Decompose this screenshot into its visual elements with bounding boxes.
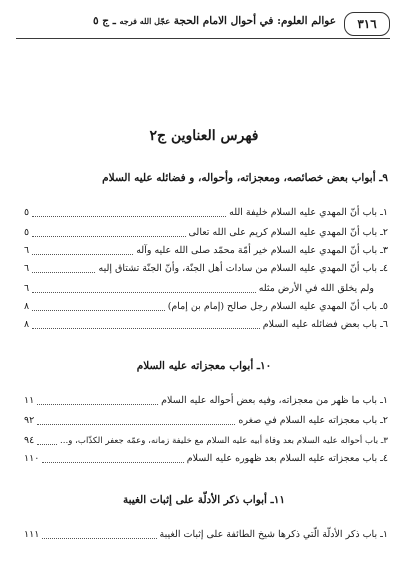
dot-leader — [42, 537, 156, 539]
dot-leader — [32, 235, 185, 237]
toc-entry-page: ٨ — [24, 319, 30, 330]
page-title: فهرس العناوين ج٢ — [149, 128, 259, 144]
toc-entry-page: ٩٢ — [24, 415, 35, 426]
page-number: ٣١٦ — [357, 17, 377, 31]
header-volume: ـ ج ٥ — [93, 15, 116, 27]
toc-entry-page: ٦ — [24, 283, 30, 294]
toc-entry-text: ١ـ باب ذكر الأدلّة الّتي ذكرها شيخ الطائفة على إثبات الغيبة — [159, 529, 388, 540]
toc-entry-page: ٦ — [24, 245, 30, 256]
toc-entry-text: ٢ـ باب معجزاته عليه السلام في صغره — [238, 415, 388, 426]
toc-entry[interactable] — [24, 434, 388, 448]
section-heading-10: ١٠ـ أبواب معجزاته عليه السلام — [136, 360, 272, 372]
toc-entry-text: ١ـ باب ما ظهر من معجزاته، وفيه بعض أحواله عليه السلام — [161, 395, 388, 406]
toc-entry[interactable] — [24, 226, 388, 240]
toc-entry-page: ٩٤ — [24, 435, 35, 446]
toc-entry-text: ٥ـ باب أنّ المهدي عليه السلام رجل صالح (إمام بن إمام) — [167, 301, 388, 312]
dot-leader — [32, 309, 165, 311]
header-book-title: عوالم العلوم: في أحوال الامام الحجة — [173, 15, 336, 27]
toc-entry-text: ولم يخلق الله في الأرض مثله — [258, 283, 374, 294]
toc-entry[interactable] — [24, 452, 388, 466]
toc-entry-page: ٦ — [24, 263, 30, 274]
toc-entry-page: ٨ — [24, 301, 30, 312]
toc-entry-text: ٣ـ باب أحواله عليه السلام بعد وفاة أبيه عليه السلام مع خليفة زمانه، وعمّه جعفر الكذّاب، و... — [60, 436, 388, 446]
dot-leader — [32, 215, 226, 217]
dot-leader — [37, 423, 235, 425]
toc-entry-text: ١ـ باب أنّ المهدي عليه السلام خليفة الله — [229, 207, 388, 218]
toc-entry[interactable] — [24, 300, 388, 314]
toc-entry-page: ١١ — [24, 395, 35, 406]
toc-entry-page: ١١١ — [24, 529, 40, 540]
toc-entry-text: ٦ـ باب بعض فضائله عليه السلام — [262, 319, 388, 330]
dot-leader — [42, 461, 183, 463]
toc-entry-page: ٥ — [24, 227, 30, 238]
toc-entry-text: ٤ـ باب معجزاته عليه السلام بعد ظهوره عليه السلام — [186, 453, 388, 464]
toc-entry-text: ٤ـ باب أنّ المهدي عليه السلام من سادات أهل الجنّة، وأنّ الجنّة تشتاق إليه — [98, 263, 388, 274]
dot-leader — [32, 253, 133, 255]
header-title-line — [93, 15, 336, 27]
header-honorific: عجّل الله فرجه — [119, 16, 171, 26]
toc-entry[interactable] — [24, 394, 388, 408]
section-heading-11: ١١ـ أبواب ذكر الأدلّة على إثبات الغيبة — [123, 494, 285, 506]
toc-entry[interactable] — [24, 262, 388, 276]
dot-leader — [37, 403, 158, 405]
toc-entry[interactable] — [24, 282, 388, 296]
toc-entry-page: ١١٠ — [24, 453, 40, 464]
dot-leader — [32, 271, 95, 273]
toc-entry[interactable] — [24, 244, 388, 258]
dot-leader — [37, 443, 57, 445]
page-number-badge — [344, 12, 390, 36]
running-header — [16, 12, 390, 39]
section-heading-9: ٩ـ أبواب بعض خصائصه، ومعجزاته، وأحواله، و فضائله عليه السلام — [102, 172, 388, 184]
toc-entry[interactable] — [24, 414, 388, 428]
toc-entry[interactable] — [24, 528, 388, 542]
toc-entry[interactable] — [24, 206, 388, 220]
dot-leader — [32, 327, 260, 329]
toc-entry[interactable] — [24, 318, 388, 332]
toc-entry-page: ٥ — [24, 207, 30, 218]
toc-entry-text: ٣ـ باب أنّ المهدي عليه السلام خير أمّة محمّد صلى الله عليه وآله — [136, 245, 388, 256]
toc-entry-text: ٢ـ باب أنّ المهدي عليه السلام كريم على الله تعالى — [188, 227, 388, 238]
dot-leader — [32, 291, 256, 293]
